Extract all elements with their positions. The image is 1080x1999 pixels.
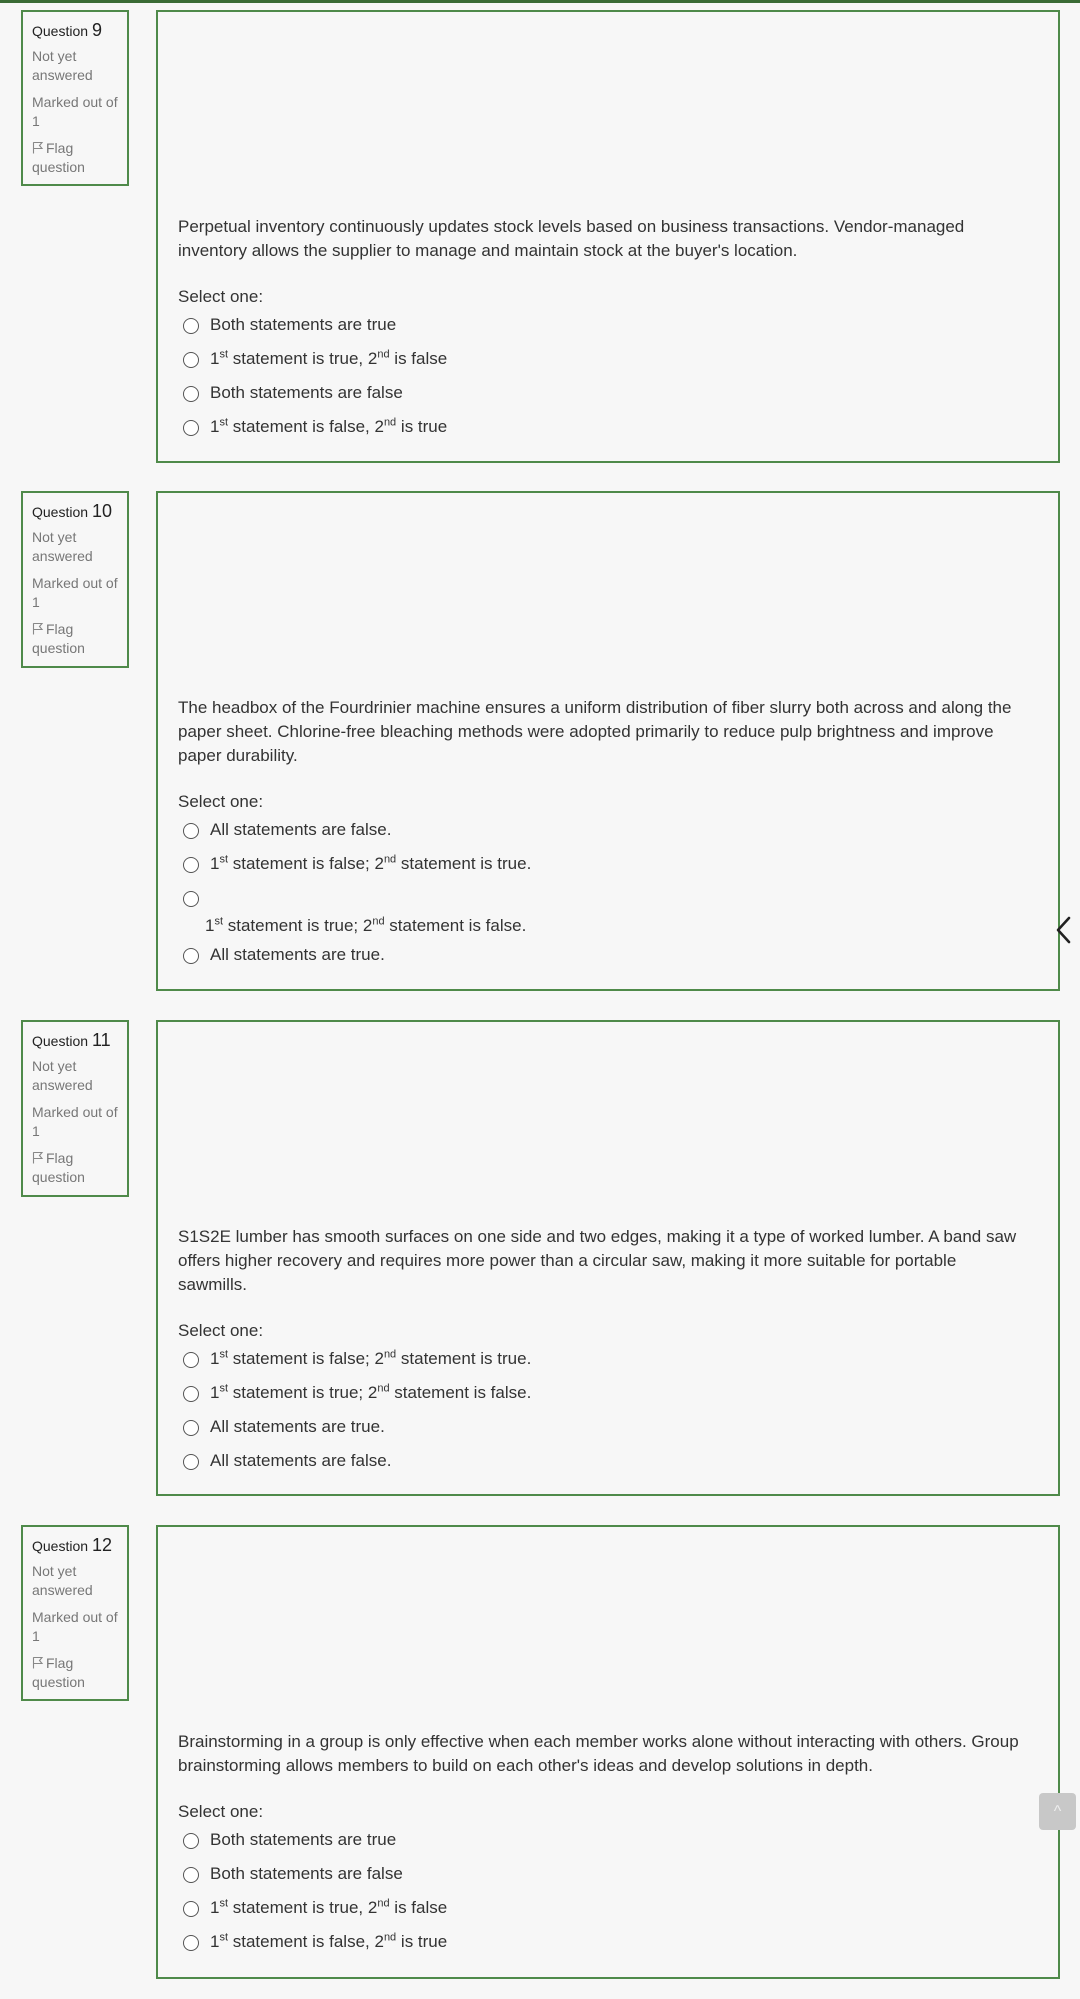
- answer-options: [183, 1830, 1038, 1966]
- option-label: All statements are true.: [210, 1417, 385, 1436]
- answer-options: [183, 315, 1038, 451]
- question-content: [156, 491, 1060, 991]
- select-one-prompt: Select one:: [178, 287, 264, 306]
- question-content: [156, 1525, 1060, 1979]
- flag-question-link[interactable]: Flag question: [32, 140, 85, 175]
- radio-button[interactable]: [183, 948, 199, 964]
- radio-button[interactable]: [183, 891, 199, 907]
- option-label: 1st statement is true, 2nd is false: [210, 348, 448, 368]
- question-text: Perpetual inventory continuously updates stock levels based on business transactions. Vendor-managed inventory allows the supplier to manage and maintain stock at the buyer's location.: [178, 217, 965, 260]
- answer-option[interactable]: [183, 349, 1038, 383]
- radio-button[interactable]: [183, 857, 199, 873]
- select-one-prompt: Select one:: [178, 1802, 264, 1821]
- option-label: All statements are true.: [210, 945, 385, 964]
- flag-question-link[interactable]: Flag question: [32, 1655, 85, 1690]
- answer-option[interactable]: [183, 1898, 1038, 1932]
- radio-button[interactable]: [183, 420, 199, 436]
- option-label: 1st statement is true; 2nd statement is false.: [205, 915, 527, 935]
- question-grade: Marked out of 1: [32, 1104, 118, 1139]
- option-label: Both statements are false: [210, 1864, 403, 1883]
- answer-option[interactable]: [183, 383, 1038, 417]
- select-one-prompt: Select one:: [178, 792, 264, 811]
- question-state: Not yet answered: [32, 48, 93, 83]
- radio-button[interactable]: [183, 1420, 199, 1436]
- answer-option[interactable]: [183, 888, 1038, 945]
- question-info: [21, 10, 129, 186]
- option-label: Both statements are false: [210, 383, 403, 402]
- flag-icon: [32, 1151, 44, 1164]
- option-label: 1st statement is false, 2nd is true: [210, 1931, 448, 1951]
- flag-question-link[interactable]: Flag question: [32, 621, 85, 656]
- option-label: 1st statement is false; 2nd statement is true.: [210, 853, 532, 873]
- question-number: Question 12: [32, 1535, 112, 1555]
- answer-option[interactable]: [183, 1383, 1038, 1417]
- radio-button[interactable]: [183, 386, 199, 402]
- answer-option[interactable]: [183, 945, 1038, 979]
- option-label: 1st statement is false, 2nd is true: [210, 416, 448, 436]
- answer-option[interactable]: [183, 315, 1038, 349]
- radio-button[interactable]: [183, 1867, 199, 1883]
- drawer-toggle-button[interactable]: [1052, 912, 1076, 948]
- question-content: [156, 1020, 1060, 1496]
- option-label: Both statements are true: [210, 315, 397, 334]
- answer-option[interactable]: [183, 1417, 1038, 1451]
- question-number: Question 11: [32, 1030, 111, 1050]
- question-number-value: 12: [91, 1535, 112, 1555]
- chevron-left-icon: [1052, 912, 1076, 948]
- question-text: S1S2E lumber has smooth surfaces on one side and two edges, making it a type of worked lumber. A band saw offers higher recovery and requires more power than a circular saw, making it more suitable for portable sawmills.: [178, 1227, 1017, 1294]
- answer-option[interactable]: [183, 417, 1038, 451]
- answer-option[interactable]: [183, 1451, 1038, 1485]
- option-label: All statements are false.: [210, 820, 392, 839]
- back-to-top-button[interactable]: [1039, 1793, 1076, 1830]
- question-number-value: 10: [91, 501, 112, 521]
- answer-option[interactable]: [183, 854, 1038, 888]
- radio-button[interactable]: [183, 1454, 199, 1470]
- radio-button[interactable]: [183, 1901, 199, 1917]
- question-grade: Marked out of 1: [32, 1609, 118, 1644]
- question-state: Not yet answered: [32, 1058, 93, 1093]
- chevron-up-icon: ^: [1053, 1802, 1062, 1820]
- flag-icon: [32, 141, 44, 154]
- question-content: [156, 10, 1060, 463]
- option-label: Both statements are true: [210, 1830, 397, 1849]
- answer-option[interactable]: [183, 1864, 1038, 1898]
- answer-option[interactable]: [183, 1932, 1038, 1966]
- question-text: Brainstorming in a group is only effective when each member works alone without interacting with others. Group brainstorming allows members to build on each other's ideas and develop solutions in depth.: [178, 1732, 1019, 1775]
- question-state: Not yet answered: [32, 1563, 93, 1598]
- question-number-value: 9: [91, 20, 102, 40]
- option-label: 1st statement is false; 2nd statement is true.: [210, 1348, 532, 1368]
- question-state: Not yet answered: [32, 529, 93, 564]
- option-label: 1st statement is true, 2nd is false: [210, 1897, 448, 1917]
- flag-icon: [32, 1656, 44, 1669]
- option-label: 1st statement is true; 2nd statement is false.: [210, 1382, 532, 1402]
- question-text: The headbox of the Fourdrinier machine ensures a uniform distribution of fiber slurry both across and along the paper sheet. Chlorine-free bleaching methods were adopted primarily to reduce pulp brightness and improve paper durability.: [178, 698, 1012, 765]
- radio-button[interactable]: [183, 318, 199, 334]
- question-info: [21, 491, 129, 668]
- option-label: All statements are false.: [210, 1451, 392, 1470]
- radio-button[interactable]: [183, 352, 199, 368]
- radio-button[interactable]: [183, 1352, 199, 1368]
- answer-option[interactable]: [183, 820, 1038, 854]
- radio-button[interactable]: [183, 1386, 199, 1402]
- question-info: [21, 1525, 129, 1701]
- question-grade: Marked out of 1: [32, 575, 118, 610]
- answer-option[interactable]: [183, 1349, 1038, 1383]
- question-number: Question 10: [32, 501, 112, 521]
- answer-option[interactable]: [183, 1830, 1038, 1864]
- question-number-value: 11: [91, 1030, 111, 1050]
- select-one-prompt: Select one:: [178, 1321, 264, 1340]
- radio-button[interactable]: [183, 1833, 199, 1849]
- answer-options: [183, 1349, 1038, 1485]
- top-accent-line: [0, 0, 1080, 3]
- question-grade: Marked out of 1: [32, 94, 118, 129]
- radio-button[interactable]: [183, 1935, 199, 1951]
- radio-button[interactable]: [183, 823, 199, 839]
- flag-icon: [32, 622, 44, 635]
- question-number: Question 9: [32, 20, 102, 40]
- answer-options: [183, 820, 1038, 979]
- question-info: [21, 1020, 129, 1197]
- flag-question-link[interactable]: Flag question: [32, 1150, 85, 1185]
